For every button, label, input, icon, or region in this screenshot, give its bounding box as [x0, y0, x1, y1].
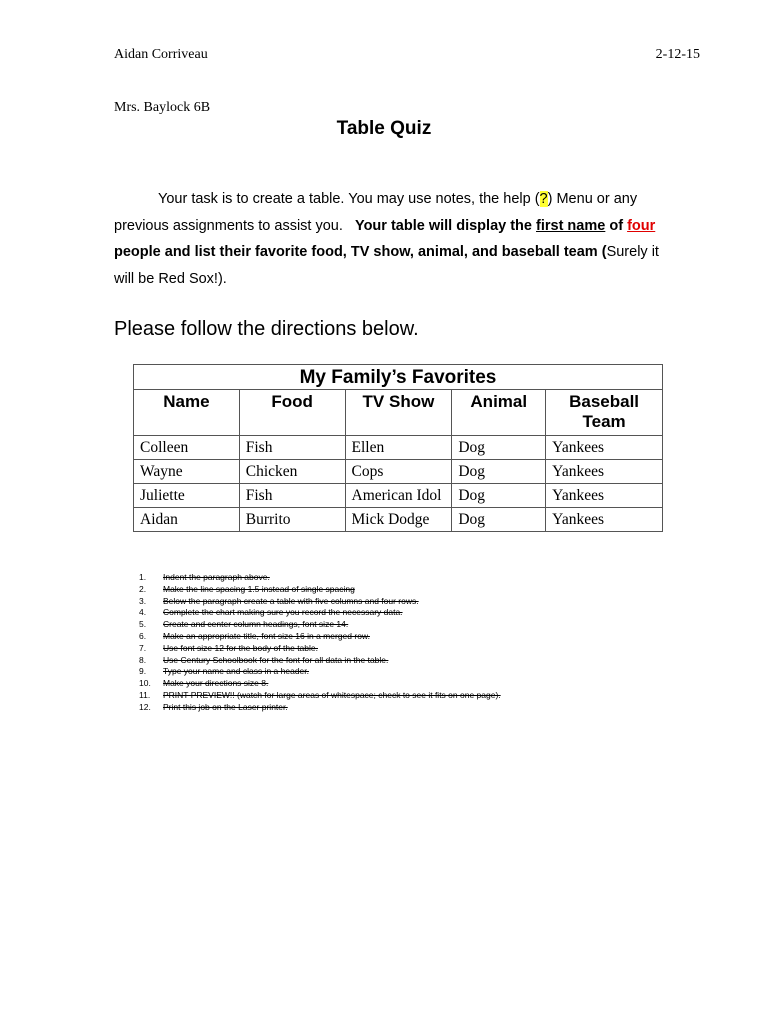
- intro-first-name: first name: [536, 217, 606, 234]
- page-title: Table Quiz: [336, 118, 432, 139]
- table-cell: Yankees: [546, 460, 663, 484]
- intro-text-2: ) Menu or any previous assignments to assist you.: [114, 191, 638, 234]
- table-cell: Wayne: [134, 460, 240, 484]
- step-text: Use font size 12 for the body of the table.: [163, 642, 318, 653]
- list-item: [139, 596, 501, 608]
- list-item: [139, 655, 501, 667]
- step-number: 3.: [139, 595, 147, 606]
- table-caption-row: [134, 365, 663, 390]
- table-caption: My Family’s Favorites: [134, 365, 663, 390]
- table-cell: American Idol: [345, 484, 452, 508]
- table-row: [134, 436, 663, 460]
- step-number: 10.: [139, 678, 151, 689]
- intro-text-1: Your task is to create a table. You may use notes, the help (: [158, 191, 540, 207]
- column-header: Food: [239, 390, 345, 436]
- intro-bold-2: of: [605, 217, 628, 234]
- header-date: 2-12-15: [655, 47, 700, 62]
- list-item: [139, 619, 501, 631]
- table-cell: Yankees: [546, 508, 663, 532]
- table-cell: Dog: [452, 484, 546, 508]
- list-item: [139, 690, 501, 702]
- table-cell: Chicken: [239, 460, 345, 484]
- list-item: [139, 666, 501, 678]
- help-symbol: ?: [539, 191, 548, 207]
- table-row: [134, 484, 663, 508]
- column-header: Name: [134, 390, 240, 436]
- list-item: [139, 631, 501, 643]
- step-text: Make the line spacing 1.5 instead of single spacing: [163, 583, 355, 594]
- step-text: Use Century Schoolbook for the font for all data in the table.: [163, 654, 389, 665]
- step-text: Print this job on the Laser printer.: [163, 701, 288, 712]
- table-cell: Mick Dodge: [345, 508, 452, 532]
- intro-paragraph: [114, 186, 659, 292]
- step-number: 2.: [139, 583, 147, 594]
- table-cell: Colleen: [134, 436, 240, 460]
- step-number: 12.: [139, 701, 151, 712]
- list-item: [139, 702, 501, 714]
- table-cell: Burrito: [239, 508, 345, 532]
- table-header-row: [134, 390, 663, 436]
- step-text: PRINT PREVIEW!! (watch for large areas of whitespace; check to see it fits on one page).: [163, 689, 501, 700]
- table-cell: Ellen: [345, 436, 452, 460]
- list-item: [139, 643, 501, 655]
- intro-bold-1: Your table will display the: [354, 217, 537, 234]
- favorites-table: [133, 364, 663, 532]
- class-name: Mrs. Baylock 6B: [114, 100, 211, 115]
- table-cell: Juliette: [134, 484, 240, 508]
- list-item: [139, 607, 501, 619]
- intro-bold-3: people and list their favorite food, TV show, animal, and baseball team (: [114, 244, 607, 260]
- step-number: 4.: [139, 607, 147, 618]
- step-text: Below the paragraph create a table with five columns and four rows.: [163, 595, 419, 606]
- step-text: Make your directions size 8.: [163, 678, 269, 689]
- column-header: Baseball Team: [546, 390, 663, 436]
- column-header: TV Show: [345, 390, 452, 436]
- step-text: Type your name and class in a header.: [163, 666, 310, 677]
- step-number: 6.: [139, 630, 147, 641]
- step-text: Complete the chart making sure you record the necessary data.: [163, 607, 403, 618]
- table-cell: Dog: [452, 436, 546, 460]
- list-item: [139, 584, 501, 596]
- step-number: 1.: [139, 572, 147, 582]
- table-cell: Aidan: [134, 508, 240, 532]
- column-header: Animal: [452, 390, 546, 436]
- step-text: Indent the paragraph above.: [163, 572, 270, 582]
- directions-list: [139, 572, 501, 714]
- table-cell: Fish: [239, 484, 345, 508]
- step-number: 7.: [139, 642, 147, 653]
- header-student-name: Aidan Corriveau: [114, 47, 208, 62]
- step-number: 9.: [139, 666, 147, 677]
- intro-four: four: [627, 217, 656, 234]
- table-cell: Yankees: [546, 484, 663, 508]
- list-item: [139, 572, 501, 584]
- intro-text-3: Surely it will be Red Sox!).: [114, 244, 659, 287]
- table-cell: Dog: [452, 460, 546, 484]
- directions-heading: Please follow the directions below.: [114, 318, 419, 340]
- step-text: Create and center column headings, font size 14.: [163, 619, 349, 630]
- table-cell: Yankees: [546, 436, 663, 460]
- list-item: [139, 678, 501, 690]
- table-row: [134, 460, 663, 484]
- table-cell: Cops: [345, 460, 452, 484]
- table-row: [134, 508, 663, 532]
- table-cell: Dog: [452, 508, 546, 532]
- step-number: 5.: [139, 619, 147, 630]
- table-cell: Fish: [239, 436, 345, 460]
- step-number: 11.: [139, 689, 151, 700]
- step-number: 8.: [139, 654, 147, 665]
- step-text: Make an appropriate title, font size 16 in a merged row.: [163, 630, 370, 641]
